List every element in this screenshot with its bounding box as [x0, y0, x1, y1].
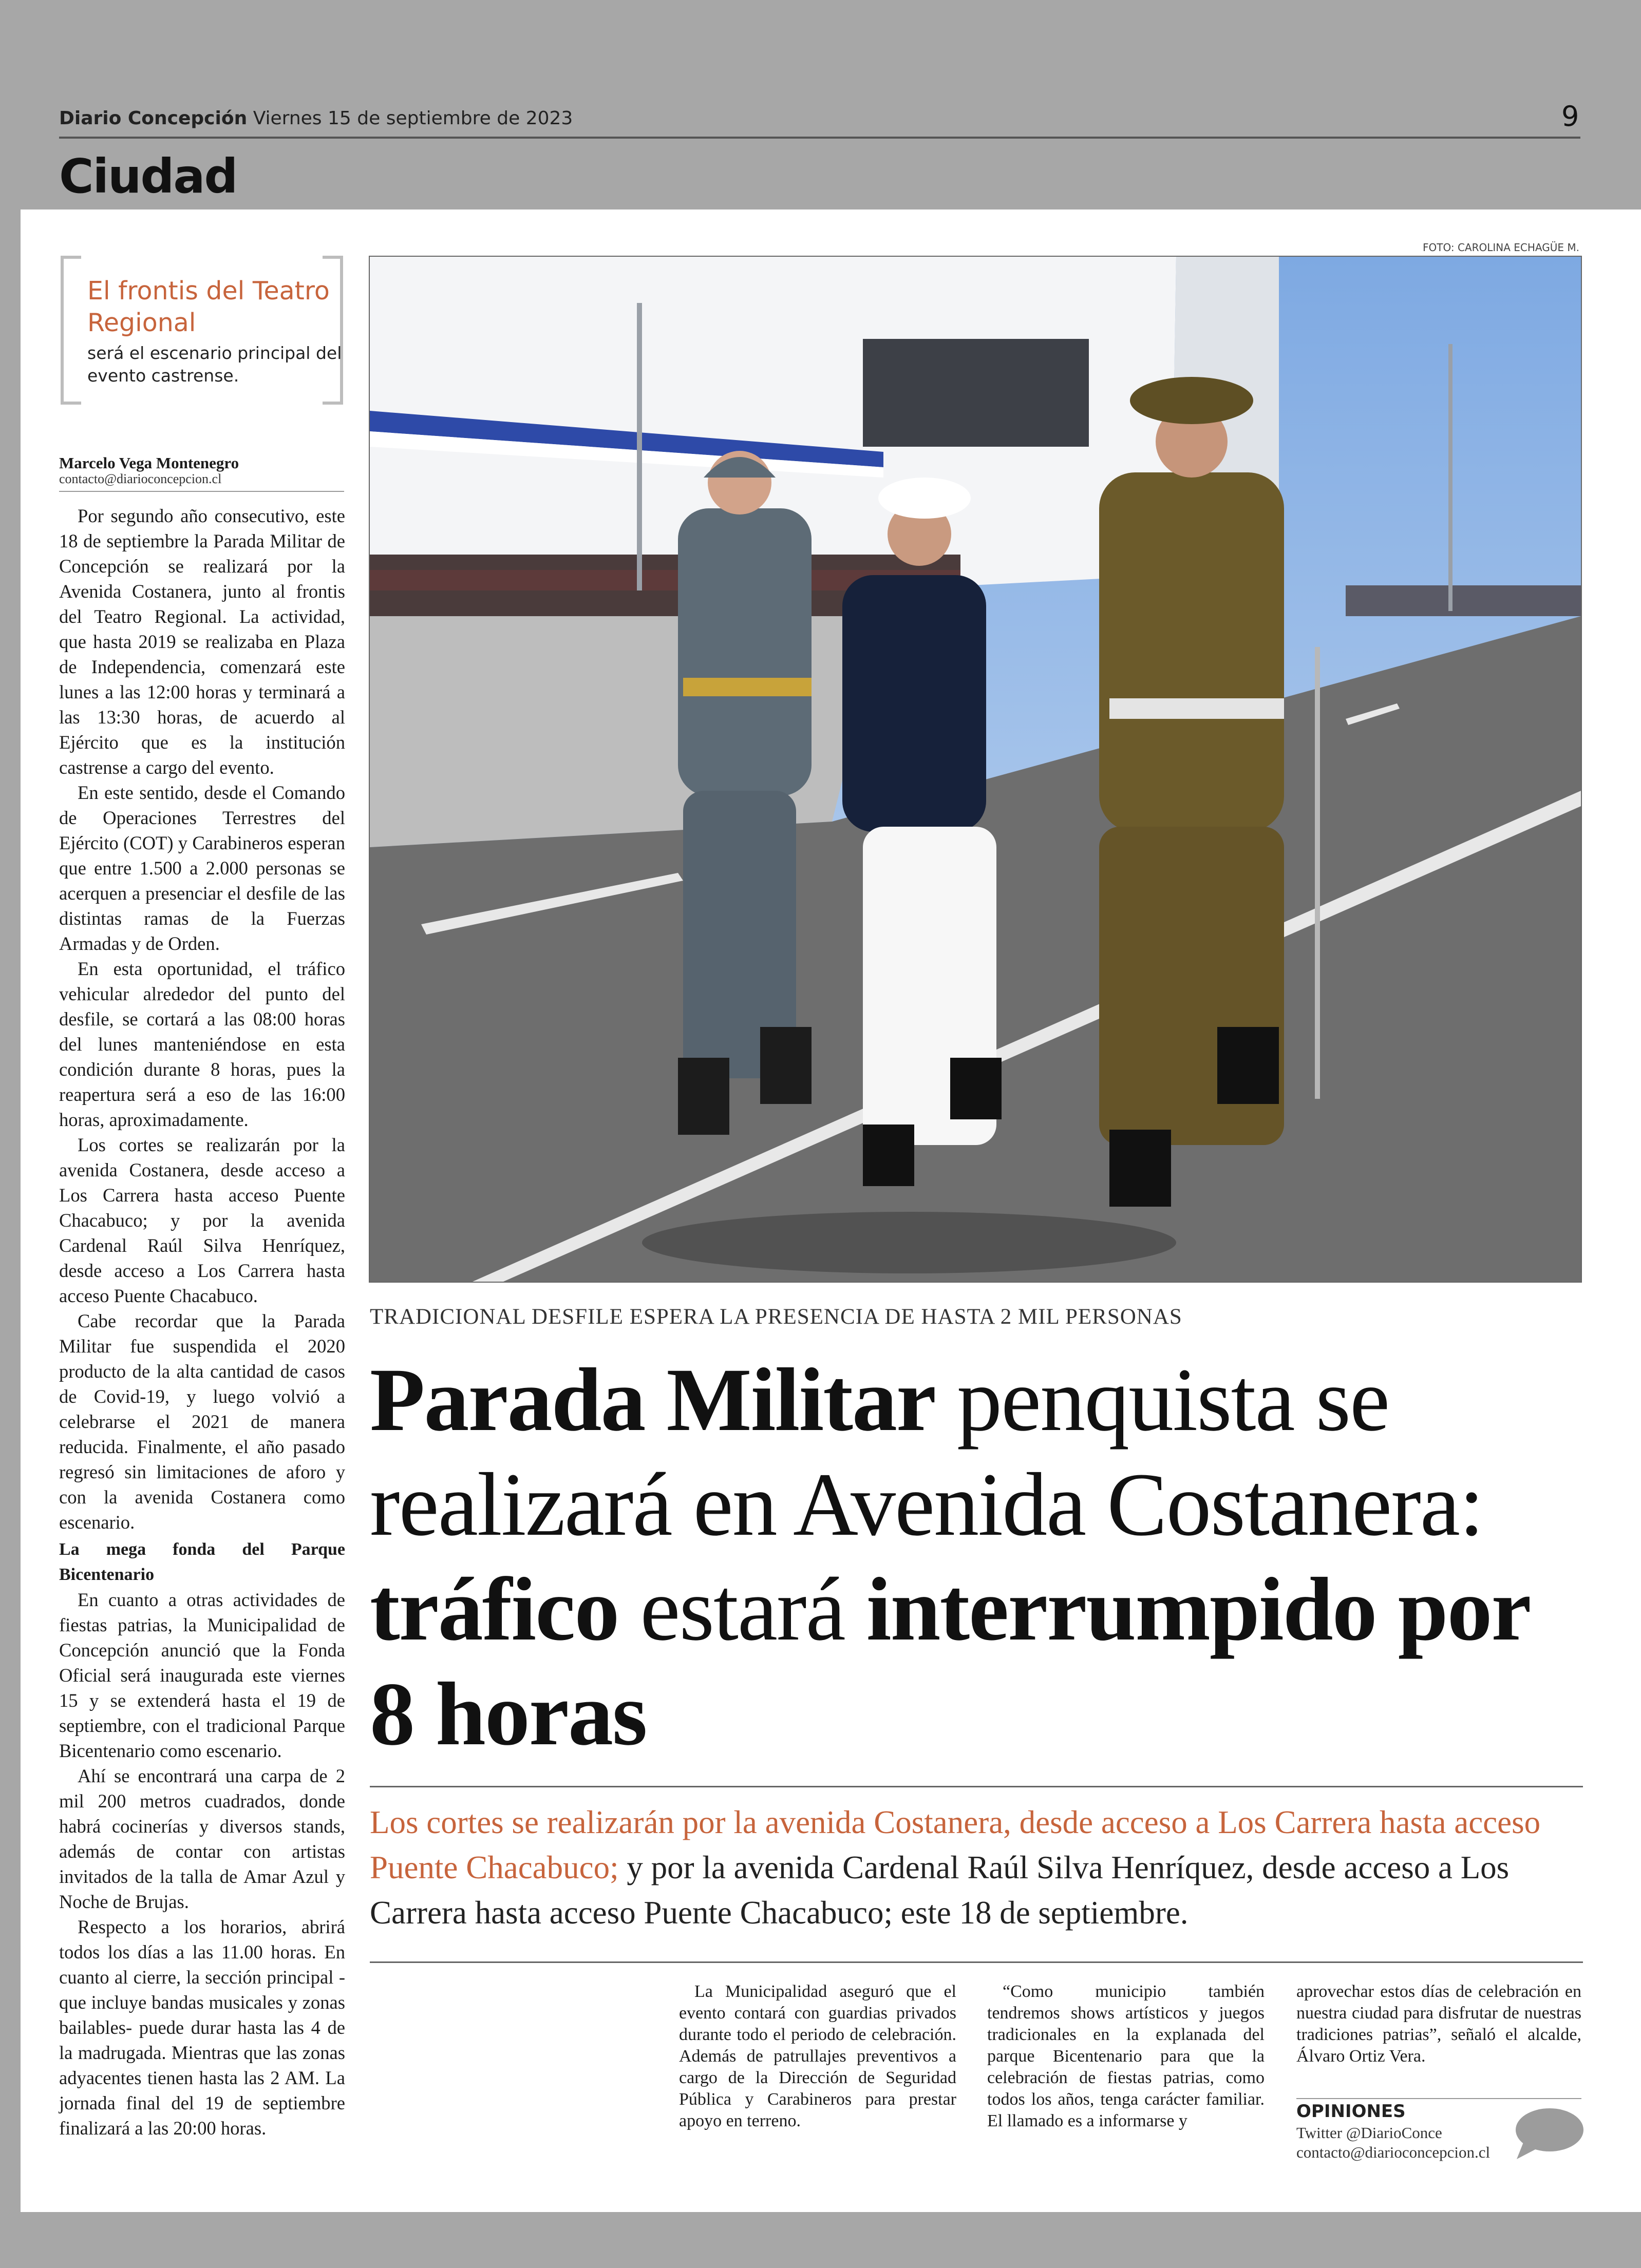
issue-date: Viernes 15 de septiembre de 2023: [253, 108, 573, 129]
paragraph: En este sentido, desde el Comando de Operaciones Terrestres del Ejército (COT) y Carabineros esperan que entre 1.500 a 2.000 personas se acerquen a presenciar el desfile de las distintas ramas de la Fuerzas Armadas y de Orden.: [59, 782, 345, 954]
bottom-column: [679, 1981, 956, 2132]
opinions-label: OPINIONES: [1296, 2101, 1406, 2122]
opinions-email[interactable]: contacto@diarioconcepcion.cl: [1296, 2143, 1491, 2161]
headline: [370, 1348, 1592, 1767]
paragraph: Los cortes se realizarán por la avenida Costanera, desde acceso a Los Carrera hasta acceso Puente Chacabuco; y por la avenida Cardenal Raúl Silva Henríquez, desde acceso a Los Carrera hasta acceso Puente Chacabuco.: [59, 1134, 345, 1306]
headline-part: interrumpido por 8 horas: [370, 1559, 1529, 1764]
paragraph: Por segundo año consecutivo, este 18 de septiembre la Parada Militar de Concepción se realizará por la Avenida Costanera, junto al frontis del Teatro Regional. La actividad, que hasta 2019 se realizaba en Plaza de Independencia, comenzará este lunes a las 12:00 horas y terminará a las 13:30 horas, de acuerdo al Ejército que es la institución castrense a cargo del evento.: [59, 505, 345, 778]
opinions-rule: [1296, 2098, 1581, 2099]
headline-part: estará: [618, 1559, 866, 1660]
deck-rule-bottom: [370, 1961, 1583, 1963]
section-title: Ciudad: [59, 149, 237, 204]
deck-rule-top: [370, 1786, 1583, 1787]
twitter-handle[interactable]: Twitter @DiarioConce: [1296, 2124, 1442, 2142]
paragraph: En cuanto a otras actividades de fiestas patrias, la Municipalidad de Concepción anunció que la Fonda Oficial será inaugurada este viernes 15 y se extenderá hasta el 19 de septiembre, con el tradicional Parque Bicentenario como escenario.: [59, 1589, 345, 1761]
paragraph: La Municipalidad aseguró que el evento contará con guardias privados durante todo el periodo de celebración. Además de patrullajes preventivos a cargo de la Dirección de Seguridad Pública y Carabineros para prestar apoyo en terreno.: [679, 1982, 956, 2130]
subheading: La mega fonda del Parque Bicentenario: [59, 1540, 345, 1584]
parade-photo: [369, 256, 1582, 1283]
paragraph: “Como municipio también tendremos shows artísticos y juegos tradicionales en la explanada del parque Bicentenario para que la celebración de fiestas patrias, como todos los años, tenga carácter familiar. El llamado es a informarse y: [987, 1982, 1265, 2130]
photo-credit: FOTO: CAROLINA ECHAGÜE M.: [1423, 241, 1579, 254]
paper-name: Diario Concepción: [59, 108, 248, 129]
pull-quote-text: será el escenario principal del evento castrense.: [87, 343, 342, 386]
pull-quote-title: El frontis del Teatro Regional: [87, 276, 330, 337]
paragraph: aprovechar estos días de celebración en nuestra ciudad para disfrutar de nuestras tradiciones patrias”, señaló el alcalde, Álvaro Ortiz Vera.: [1296, 1982, 1581, 2066]
pull-quote: [61, 256, 343, 405]
kicker: TRADICIONAL DESFILE ESPERA LA PRESENCIA DE HASTA 2 MIL PERSONAS: [370, 1305, 1182, 1329]
speech-bubble-icon: [1513, 2105, 1585, 2162]
paragraph: Cabe recordar que la Parada Militar fue suspendida el 2020 producto de la alta cantidad de casos de Covid-19, y luego volvió a celebrarse el 2021 de manera reducida. Finalmente, el año pasado regresó sin limitaciones de aforo y con la avenida Costanera como escenario.: [59, 1310, 345, 1533]
headline-part: penquista se realizará en Avenida Costanera:: [370, 1350, 1483, 1555]
bottom-column: [1296, 1981, 1581, 2067]
paragraph: Respecto a los horarios, abrirá todos los días a las 11.00 horas. En cuanto al cierre, la sección principal -que incluye bandas musicales y zonas bailables- puede durar hasta las 4 de la madrugada. Mientras que las zonas adyacentes tienen hasta las 2 AM. La jornada final del 19 de septiembre finalizará a las 20:00 horas.: [59, 1916, 345, 2139]
parade-photo-illustration: [370, 257, 1581, 1282]
headline-part: tráfico: [370, 1559, 619, 1660]
bottom-column: [987, 1981, 1265, 2132]
header-rule: [59, 137, 1580, 139]
paragraph: Ahí se encontrará una carpa de 2 mil 200 metros cuadrados, donde habrá cocinerías y diversos stands, además de contar con artistas invitados de la talla de Amar Azul y Noche de Brujas.: [59, 1765, 345, 1912]
deck: [370, 1800, 1587, 1935]
byline-rule: [59, 491, 344, 492]
deck-text: y por la avenida Cardenal Raúl Silva Henríquez, desde acceso a Los Carrera hasta acceso Puente Chacabuco; este 18 de septiembre.: [370, 1850, 1510, 1931]
article-body: [59, 503, 345, 2141]
author-email[interactable]: contacto@diarioconcepcion.cl: [59, 471, 222, 486]
headline-part: Parada Militar: [370, 1350, 936, 1450]
page-number: 9: [1561, 100, 1579, 132]
paragraph: En esta oportunidad, el tráfico vehicular alrededor del punto del desfile, se cortará a las 08:00 horas del lunes manteniéndose en esta condición durante 8 horas, pues la reapertura será a eso de las 16:00 horas, aproximadamente.: [59, 958, 345, 1130]
masthead: [59, 108, 573, 129]
bracket-left: [61, 256, 81, 405]
deck-accent: Los cortes se realizarán por la avenida Costanera, desde acceso a Los Carrera hasta acceso Puente Chacabuco;: [370, 1804, 1541, 1885]
author-name: Marcelo Vega Montenegro: [59, 454, 239, 472]
